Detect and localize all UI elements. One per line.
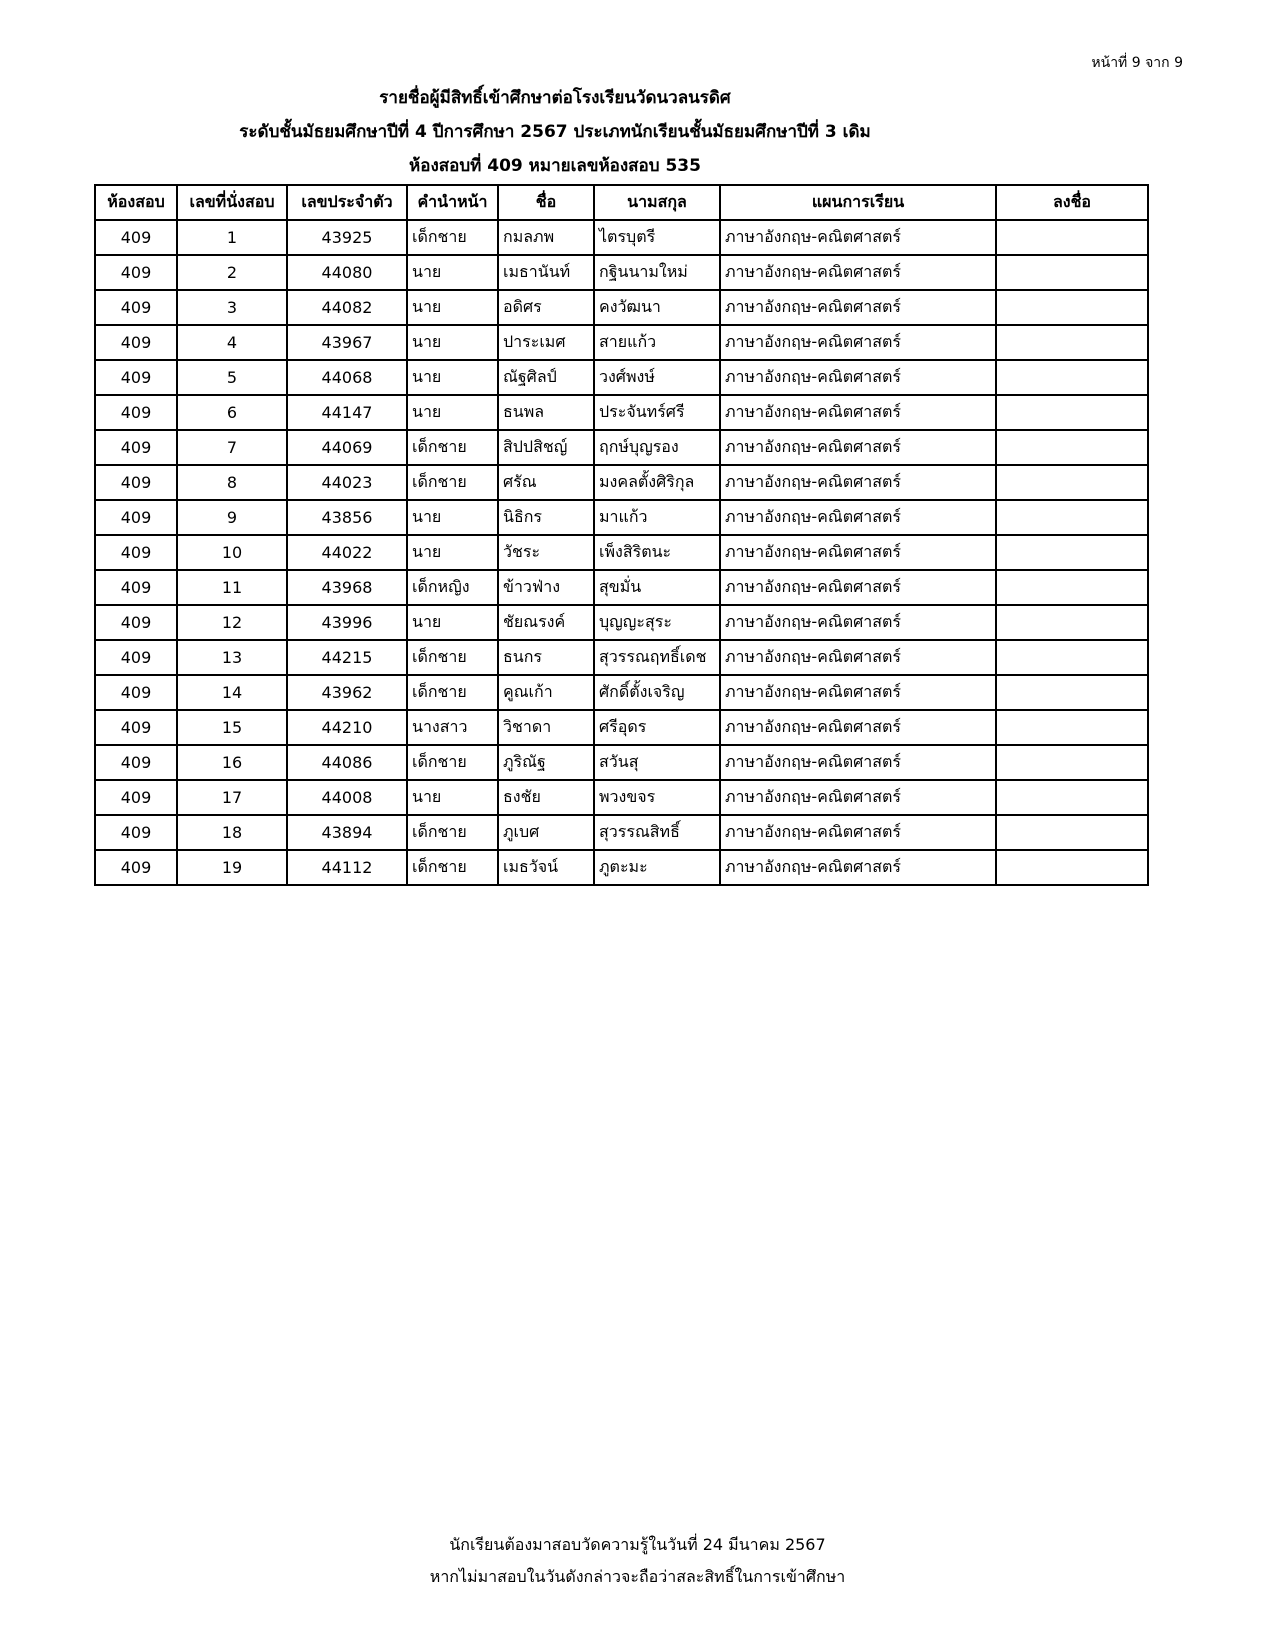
- prefix-cell: นาย: [407, 395, 498, 430]
- first-name-cell: เมธวัจน์: [498, 850, 594, 885]
- study-plan-cell: ภาษาอังกฤษ-คณิตศาสตร์: [720, 815, 996, 850]
- signature-cell: [996, 220, 1148, 255]
- signature-cell: [996, 430, 1148, 465]
- first-name-cell: ณัฐศิลป์: [498, 360, 594, 395]
- prefix-cell: เด็กชาย: [407, 640, 498, 675]
- signature-cell: [996, 815, 1148, 850]
- last-name-cell: พวงขจร: [594, 780, 720, 815]
- seat-number-cell: 2: [177, 255, 287, 290]
- prefix-cell: นาย: [407, 360, 498, 395]
- last-name-cell: คงวัฒนา: [594, 290, 720, 325]
- signature-cell: [996, 325, 1148, 360]
- student-id-cell: 44068: [287, 360, 407, 395]
- first-name-cell: วิชาดา: [498, 710, 594, 745]
- study-plan-cell: ภาษาอังกฤษ-คณิตศาสตร์: [720, 640, 996, 675]
- first-name-cell: กมลภพ: [498, 220, 594, 255]
- seat-number-cell: 3: [177, 290, 287, 325]
- table-row: [95, 255, 1148, 290]
- student-id-cell: 44023: [287, 465, 407, 500]
- study-plan-cell: ภาษาอังกฤษ-คณิตศาสตร์: [720, 850, 996, 885]
- table-row: [95, 465, 1148, 500]
- study-plan-cell: ภาษาอังกฤษ-คณิตศาสตร์: [720, 325, 996, 360]
- first-name-cell: อดิศร: [498, 290, 594, 325]
- first-name-cell: ภูริณัฐ: [498, 745, 594, 780]
- last-name-cell: วงศ์พงษ์: [594, 360, 720, 395]
- prefix-cell: เด็กชาย: [407, 465, 498, 500]
- seat-number-cell: 4: [177, 325, 287, 360]
- table-row: [95, 325, 1148, 360]
- prefix-cell: เด็กชาย: [407, 430, 498, 465]
- exam-room-cell: 409: [95, 360, 177, 395]
- last-name-cell: ภูตะมะ: [594, 850, 720, 885]
- student-id-cell: 43967: [287, 325, 407, 360]
- study-plan-cell: ภาษาอังกฤษ-คณิตศาสตร์: [720, 605, 996, 640]
- table-row: [95, 535, 1148, 570]
- exam-room-cell: 409: [95, 395, 177, 430]
- study-plan-cell: ภาษาอังกฤษ-คณิตศาสตร์: [720, 220, 996, 255]
- seat-number-cell: 15: [177, 710, 287, 745]
- exam-room-cell: 409: [95, 850, 177, 885]
- student-id-cell: 44210: [287, 710, 407, 745]
- table-row: [95, 710, 1148, 745]
- prefix-cell: เด็กชาย: [407, 220, 498, 255]
- prefix-cell: นาย: [407, 290, 498, 325]
- study-plan-cell: ภาษาอังกฤษ-คณิตศาสตร์: [720, 710, 996, 745]
- student-id-cell: 43996: [287, 605, 407, 640]
- seat-number-cell: 6: [177, 395, 287, 430]
- last-name-cell: สุขมั่น: [594, 570, 720, 605]
- forfeit-notice: หากไม่มาสอบในวันดังกล่าวจะถือว่าสละสิทธิ์ในการเข้าศึกษา: [429, 1567, 846, 1586]
- student-id-cell: 44147: [287, 395, 407, 430]
- first-name-cell: สิปปสิชญ์: [498, 430, 594, 465]
- exam-room-cell: 409: [95, 325, 177, 360]
- exam-room-cell: 409: [95, 465, 177, 500]
- document-subtitle: ระดับชั้นมัธยมศึกษาปีที่ 4 ปีการศึกษา 2567 ประเภทนักเรียนชั้นมัธยมศึกษาปีที่ 3 เดิม: [239, 122, 871, 142]
- table-row: [95, 815, 1148, 850]
- student-id-cell: 44069: [287, 430, 407, 465]
- prefix-cell: นาย: [407, 780, 498, 815]
- column-header-seat-number: เลขที่นั่งสอบ: [177, 185, 287, 220]
- seat-number-cell: 19: [177, 850, 287, 885]
- last-name-cell: ประจันทร์ศรี: [594, 395, 720, 430]
- table-row: [95, 570, 1148, 605]
- last-name-cell: เพ็งสิริตนะ: [594, 535, 720, 570]
- exam-room-cell: 409: [95, 710, 177, 745]
- seat-number-cell: 1: [177, 220, 287, 255]
- exam-room-cell: 409: [95, 535, 177, 570]
- exam-room-cell: 409: [95, 780, 177, 815]
- exam-date-notice: นักเรียนต้องมาสอบวัดความรู้ในวันที่ 24 มีนาคม 2567: [449, 1535, 826, 1554]
- study-plan-cell: ภาษาอังกฤษ-คณิตศาสตร์: [720, 535, 996, 570]
- student-roster-table: [94, 184, 1149, 886]
- table-row: [95, 360, 1148, 395]
- first-name-cell: ปาระเมศ: [498, 325, 594, 360]
- page-number: หน้าที่ 9 จาก 9: [1091, 55, 1183, 71]
- table-row: [95, 500, 1148, 535]
- prefix-cell: เด็กชาย: [407, 675, 498, 710]
- seat-number-cell: 17: [177, 780, 287, 815]
- signature-cell: [996, 535, 1148, 570]
- signature-cell: [996, 255, 1148, 290]
- seat-number-cell: 7: [177, 430, 287, 465]
- first-name-cell: ธนกร: [498, 640, 594, 675]
- study-plan-cell: ภาษาอังกฤษ-คณิตศาสตร์: [720, 465, 996, 500]
- prefix-cell: นาย: [407, 605, 498, 640]
- column-header-signature: ลงชื่อ: [996, 185, 1148, 220]
- signature-cell: [996, 640, 1148, 675]
- study-plan-cell: ภาษาอังกฤษ-คณิตศาสตร์: [720, 570, 996, 605]
- prefix-cell: เด็กชาย: [407, 850, 498, 885]
- last-name-cell: ศักดิ์ตั้งเจริญ: [594, 675, 720, 710]
- seat-number-cell: 12: [177, 605, 287, 640]
- last-name-cell: สวันสุ: [594, 745, 720, 780]
- study-plan-cell: ภาษาอังกฤษ-คณิตศาสตร์: [720, 255, 996, 290]
- study-plan-cell: ภาษาอังกฤษ-คณิตศาสตร์: [720, 360, 996, 395]
- signature-cell: [996, 570, 1148, 605]
- student-id-cell: 43962: [287, 675, 407, 710]
- last-name-cell: ไตรบุตรี: [594, 220, 720, 255]
- signature-cell: [996, 850, 1148, 885]
- last-name-cell: มาแก้ว: [594, 500, 720, 535]
- first-name-cell: ธนพล: [498, 395, 594, 430]
- study-plan-cell: ภาษาอังกฤษ-คณิตศาสตร์: [720, 395, 996, 430]
- table-row: [95, 850, 1148, 885]
- table-row: [95, 605, 1148, 640]
- seat-number-cell: 10: [177, 535, 287, 570]
- prefix-cell: เด็กชาย: [407, 745, 498, 780]
- table-row: [95, 395, 1148, 430]
- column-header-prefix: คำนำหน้า: [407, 185, 498, 220]
- exam-room-cell: 409: [95, 605, 177, 640]
- signature-cell: [996, 675, 1148, 710]
- seat-number-cell: 5: [177, 360, 287, 395]
- last-name-cell: บุญญะสุระ: [594, 605, 720, 640]
- student-id-cell: 44086: [287, 745, 407, 780]
- first-name-cell: ข้าวฟ่าง: [498, 570, 594, 605]
- prefix-cell: นาย: [407, 535, 498, 570]
- exam-room-cell: 409: [95, 675, 177, 710]
- student-id-cell: 43925: [287, 220, 407, 255]
- signature-cell: [996, 745, 1148, 780]
- exam-room-cell: 409: [95, 570, 177, 605]
- signature-cell: [996, 500, 1148, 535]
- first-name-cell: ธงชัย: [498, 780, 594, 815]
- table-row: [95, 220, 1148, 255]
- first-name-cell: ศรัณ: [498, 465, 594, 500]
- table-header-row: [95, 185, 1148, 220]
- first-name-cell: คูณเก้า: [498, 675, 594, 710]
- column-header-last-name: นามสกุล: [594, 185, 720, 220]
- first-name-cell: วัชระ: [498, 535, 594, 570]
- column-header-first-name: ชื่อ: [498, 185, 594, 220]
- signature-cell: [996, 710, 1148, 745]
- exam-room-cell: 409: [95, 500, 177, 535]
- exam-room-cell: 409: [95, 430, 177, 465]
- study-plan-cell: ภาษาอังกฤษ-คณิตศาสตร์: [720, 290, 996, 325]
- table-row: [95, 780, 1148, 815]
- seat-number-cell: 14: [177, 675, 287, 710]
- study-plan-cell: ภาษาอังกฤษ-คณิตศาสตร์: [720, 780, 996, 815]
- exam-room-cell: 409: [95, 290, 177, 325]
- student-id-cell: 43856: [287, 500, 407, 535]
- table-row: [95, 430, 1148, 465]
- column-header-exam-room: ห้องสอบ: [95, 185, 177, 220]
- table-row: [95, 290, 1148, 325]
- document-title: รายชื่อผู้มีสิทธิ์เข้าศึกษาต่อโรงเรียนวัดนวลนรดิศ: [379, 88, 731, 108]
- last-name-cell: ศรีอุดร: [594, 710, 720, 745]
- prefix-cell: นาย: [407, 255, 498, 290]
- prefix-cell: นางสาว: [407, 710, 498, 745]
- table-row: [95, 640, 1148, 675]
- student-id-cell: 44215: [287, 640, 407, 675]
- exam-room-cell: 409: [95, 745, 177, 780]
- seat-number-cell: 18: [177, 815, 287, 850]
- seat-number-cell: 8: [177, 465, 287, 500]
- study-plan-cell: ภาษาอังกฤษ-คณิตศาสตร์: [720, 675, 996, 710]
- student-id-cell: 43894: [287, 815, 407, 850]
- last-name-cell: สายแก้ว: [594, 325, 720, 360]
- first-name-cell: เมธานันท์: [498, 255, 594, 290]
- column-header-student-id: เลขประจำตัว: [287, 185, 407, 220]
- student-id-cell: 44008: [287, 780, 407, 815]
- student-id-cell: 44022: [287, 535, 407, 570]
- student-id-cell: 44112: [287, 850, 407, 885]
- column-header-study-plan: แผนการเรียน: [720, 185, 996, 220]
- signature-cell: [996, 605, 1148, 640]
- student-id-cell: 44082: [287, 290, 407, 325]
- last-name-cell: สุวรรณฤทธิ์เดช: [594, 640, 720, 675]
- first-name-cell: ชัยณรงค์: [498, 605, 594, 640]
- exam-room-cell: 409: [95, 255, 177, 290]
- last-name-cell: กฐินนามใหม่: [594, 255, 720, 290]
- last-name-cell: มงคลตั้งศิริกุล: [594, 465, 720, 500]
- prefix-cell: เด็กหญิง: [407, 570, 498, 605]
- table-row: [95, 745, 1148, 780]
- seat-number-cell: 13: [177, 640, 287, 675]
- last-name-cell: สุวรรณสิทธิ์: [594, 815, 720, 850]
- study-plan-cell: ภาษาอังกฤษ-คณิตศาสตร์: [720, 500, 996, 535]
- signature-cell: [996, 290, 1148, 325]
- first-name-cell: ภูเบศ: [498, 815, 594, 850]
- seat-number-cell: 16: [177, 745, 287, 780]
- student-id-cell: 43968: [287, 570, 407, 605]
- exam-room-cell: 409: [95, 815, 177, 850]
- prefix-cell: เด็กชาย: [407, 815, 498, 850]
- signature-cell: [996, 465, 1148, 500]
- first-name-cell: นิธิกร: [498, 500, 594, 535]
- signature-cell: [996, 360, 1148, 395]
- exam-room-heading: ห้องสอบที่ 409 หมายเลขห้องสอบ 535: [409, 156, 701, 176]
- last-name-cell: ฤกษ์บุญรอง: [594, 430, 720, 465]
- seat-number-cell: 11: [177, 570, 287, 605]
- table-row: [95, 675, 1148, 710]
- exam-room-cell: 409: [95, 220, 177, 255]
- exam-room-cell: 409: [95, 640, 177, 675]
- student-id-cell: 44080: [287, 255, 407, 290]
- prefix-cell: นาย: [407, 325, 498, 360]
- prefix-cell: นาย: [407, 500, 498, 535]
- study-plan-cell: ภาษาอังกฤษ-คณิตศาสตร์: [720, 745, 996, 780]
- seat-number-cell: 9: [177, 500, 287, 535]
- study-plan-cell: ภาษาอังกฤษ-คณิตศาสตร์: [720, 430, 996, 465]
- signature-cell: [996, 395, 1148, 430]
- signature-cell: [996, 780, 1148, 815]
